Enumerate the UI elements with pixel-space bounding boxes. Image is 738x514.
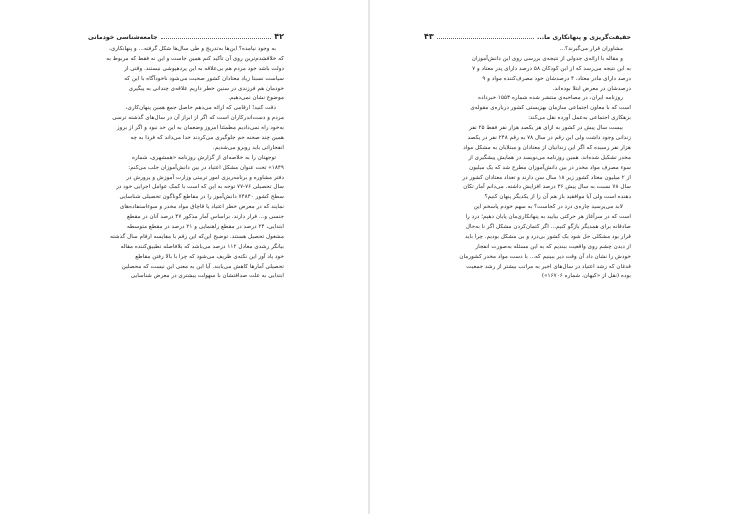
text-line: از ۲ میلیون معتاد کشور زیر ۱۸ سال سن دارند و تعداد معتادان کشور در (462, 174, 631, 181)
running-title: جامعه‌شناسی خودمانی (88, 34, 158, 41)
text-line: هزار نفر رسیده که اگر این زندانیان از معتادان و مبتلایان به مشکل مواد (463, 144, 631, 151)
text-line: خودمان هم فرزندی در سنین خطر داریم علاقه‌ی چندانی به پیگیری (128, 85, 284, 92)
header-rule (161, 38, 272, 39)
left-page-body (88, 45, 284, 282)
text-line: زندانی وجود داشت ولی این رقم در سال ۷۸ به رقم ۲۴۸ نفر در یکصد (467, 135, 631, 142)
text-line: که خلاقشدم‌ترین روی آن تأکید کنم همین جاست و این نه فقط که مربوط به (106, 55, 284, 62)
page-number: ۴۳ (424, 32, 434, 41)
text-line: درصد دارای مادر معتاد، ۴ درصدشان خود مصرف‌کننده مواد و ۹ (482, 75, 631, 82)
text-line: است که در سرآغاز هر حرکتی بیایید به پنهانکاری‌مان پایان دهیم؛ درد را (465, 214, 631, 221)
text-line: از دیدن چشم روی واقعیت ببندیم که به این مسئله به‌صورت انفجار (475, 243, 631, 250)
text-line: سوء مصرف مواد مخدر در بین دانش‌آموزان مطرح شد که یک میلیون (469, 164, 631, 171)
text-line: موضوع نشان نمی‌دهیم. (228, 95, 284, 102)
text-line: صادقانه برای همدیگر بازگو کنیم... اگر کتمان‌کردن مشکل اگر نا به‌حال (465, 224, 631, 231)
paragraph (88, 45, 284, 104)
paragraph (424, 94, 631, 124)
right-page (369, 0, 738, 514)
text-line: قرار بود مشکلی حل شود یک کشور بی‌درد و بی مشکل بودیم. چرا باید (465, 233, 631, 240)
header-rule (437, 38, 534, 39)
page-number: ۴۲ (274, 32, 284, 41)
text-line: بیانگر رشدی معادل ۱۱۲ درصد می‌باشد که بلافاصله تطبیق‌کننده مقاله (120, 243, 284, 250)
text-line: دولت باشد خود مردم هم بی‌علاقه به این پردهپوشی نیستند. وقتی از (124, 65, 284, 72)
text-line: همین چند صحنه حم جلوگیری می‌کردند خدا می‌داند که فردا به چه (130, 135, 284, 142)
text-line: به‌خود راه نمی‌دادیم مطمئناً امروز وضعمان به این حد نبود و اگر از بروز (116, 125, 284, 132)
text-line: است که با معاون اجتماعی سازمان بهزیستی کشور درباره‌ی مقوله‌ی (470, 105, 631, 112)
text-line: روزنامه ایران، در مصاحبه‌ی منتشر شده شماره ۱۵۵۳ خبرداده (478, 95, 623, 102)
text-line: انفجاراتی باید روبرو می‌شدیم. (212, 144, 284, 151)
text-line: بزهکاری اجتماعی به‌عمل آورده نقل می‌کند: (528, 115, 631, 122)
running-title: حقیقت‌گریزی و پنهانکاری ما... (537, 34, 631, 41)
text-line: سطح کشور ۷۴۸۴۰ دانش‌آموز را در مقاطع گوناگون تحصیلی شناسایی (119, 194, 284, 201)
text-line: خود یاد آور این نکته‌ی ظریف می‌شود که چرا با بالا رفتن مقاطع (135, 253, 284, 260)
text-line: خودش را نشان داد آن وقت دیر ببینیم که... با دست مواد مخدر کشورمان (459, 253, 631, 260)
paragraph (424, 203, 631, 282)
text-line: ابتدایی، ۲۴ درصد در مقطع راهنمایی و ۲۱ درصد در مقطع متوسطه (126, 224, 284, 231)
text-line: ۱۸۴۹» تحت عنوان مشکل اعتیاد در بین دانش‌آموزان جلب می‌کنم: (128, 164, 284, 171)
text-line: جنسی و... قرار دارند. براساس آمار مذکور ۴۷ درصد آنان در مقطع (127, 214, 284, 221)
text-line: ابتدایی به علت صداقتشان با سهولت بیشتری در معرض شناسایی (130, 273, 284, 280)
right-page-body (424, 45, 631, 282)
text-line: سال ۷۸ نسبت به سال پیش ۳۶ درصد افزایش داشته. می‌دانم آمار تکان (463, 184, 631, 191)
paragraph (424, 55, 631, 95)
paragraph (88, 104, 284, 153)
text-line: سال تحصیلی ۷۶-۷۷ توجه به این که است با کمک عوامل اجرایی خود در (116, 184, 284, 191)
text-line: دقت کنید! ارقامی که ارائه می‌دهم حاصل جمع همین پنهان‌کاری، (125, 105, 276, 112)
text-line: به وجود نیامده؟ این‌ها به‌تدریج و طی سال‌ها شکل گرفته... و پنهانکاری، (109, 46, 276, 52)
text-line: درصدشان در معرض ابتلا بوده‌اند. (552, 85, 631, 92)
paragraph (424, 45, 631, 55)
left-page-header (88, 27, 284, 41)
text-line: بوده (نقل از «کیهان، شماره ۱۶۷۰۶») (541, 273, 631, 280)
text-line: قدغان که رشد اعتیاد در سال‌های اخیر به مراتب بیشتر از رشد جمعیت (466, 263, 631, 270)
text-line: دهنده است ولی آیا موافقید باز هم آن را از یکدیگر پنهان کنیم؟ (484, 194, 631, 201)
text-line: مردم و دست‌اندرکاران است که اگر از ابراز آن در سال‌های گذشته ترسی (112, 115, 284, 122)
text-line: مشاوران قرار می‌گیرند؟... (559, 46, 623, 52)
text-line: مخدر تشکیل شده‌اند. همین روزنامه می‌نویسد در همایش پیشگیری از (468, 154, 631, 161)
text-line: به این نتیجه می‌رسد که از این کودکان ۵۸ درصد دارای پدر معتاد و ۷ (472, 65, 631, 72)
right-page-header (424, 27, 631, 41)
text-line: نمایند که در معرض خطر اعتیاد یا قاچاق مواد مخدر و سوءاستفاده‌های (119, 204, 284, 211)
text-line: دفتر مشاوره و برنامه‌ریزی امور تربیتی وزارت آموزش و پرورش در (126, 174, 284, 181)
text-line: و مقاله با ارائه‌ی جدولی از نتیجه‌ی بررسی روی این دانش‌آموزان (471, 55, 623, 62)
text-line: توجهتان را به خلاصه‌ای از گزارش روزنامه «همشهری، شماره (131, 154, 276, 161)
paragraph (424, 124, 631, 203)
text-line: لابد می‌پرسید چاره‌ی درد در کجاست؟ به سهم خودم پاسخم این (473, 204, 623, 211)
text-line: سیاست نسبتاً زیاد معتادان کشور صحبت می‌شود ناخودآگاه با این که (124, 75, 284, 82)
paragraph (88, 154, 284, 283)
text-line: تحصیلی آمارها کاهش می‌یابند. آیا این به معنی این نیست که محصلین (121, 263, 284, 270)
text-line: مشغول تحصیل هستند. توضیح این‌که این رقم با مقایسه ارقام سال گذشته (110, 233, 284, 240)
text-line: بیست سال پیش در کشور به ازای هر یکصد هزار نفر فقط ۲۵ نفر (469, 125, 623, 132)
